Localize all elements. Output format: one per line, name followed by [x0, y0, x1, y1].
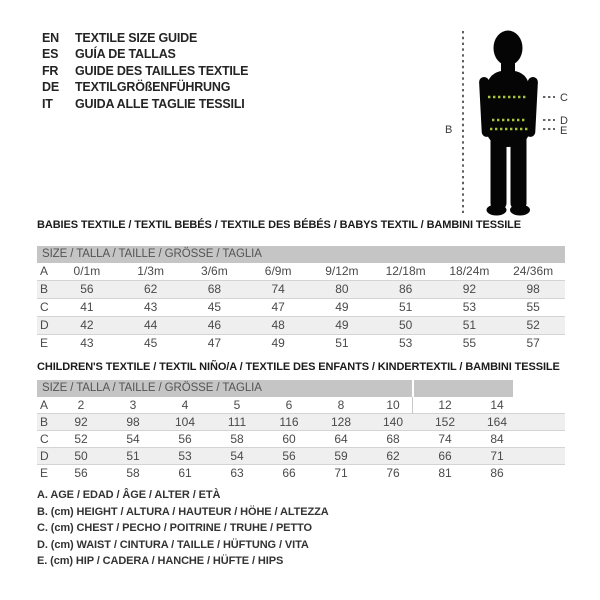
cell-value: 86: [398, 282, 413, 296]
cell-value: 6: [285, 398, 293, 412]
cell-value: 63: [230, 466, 244, 480]
table-row: [37, 448, 565, 465]
cell-value: 51: [335, 336, 349, 350]
cell-value: 56: [80, 282, 94, 296]
table-row: [37, 299, 565, 317]
cell-value: 55: [462, 336, 477, 350]
cell-value: 55: [526, 300, 540, 314]
cell-value: 42: [80, 318, 94, 332]
babies-table-title: BABIES TEXTILE / TEXTIL BEBÉS / TEXTILE DES BÉBÉS / BABYS TEXTIL / BAMBINI TESSILE: [37, 219, 522, 231]
babies-size-table: [37, 246, 565, 353]
children-size-table: [37, 380, 565, 482]
cell-value: 68: [386, 432, 400, 446]
cell-value: 41: [80, 300, 94, 314]
children-size-header-bar: [37, 380, 565, 397]
cell-value: 64: [334, 432, 348, 446]
table-row: [37, 317, 565, 335]
cell-value: 76: [386, 466, 400, 480]
cell-value: 50: [74, 449, 88, 463]
table-row: [37, 281, 565, 299]
cell-value: 53: [398, 336, 413, 350]
children-table-rows: [37, 397, 565, 482]
cell-value: 51: [462, 318, 477, 332]
cell-value: 152: [434, 415, 456, 429]
cell-value: 84: [490, 432, 504, 446]
cell-value: 111: [227, 415, 247, 429]
legend-line: E. (cm) HIP / CADERA / HANCHE / HÜFTE / HIPS: [37, 555, 284, 568]
cell-value: 59: [334, 449, 348, 463]
babies-table-rows: [37, 263, 565, 353]
cell-value: 92: [74, 415, 88, 429]
cell-value: 81: [438, 466, 452, 480]
legend-line: C. (cm) CHEST / PECHO / POITRINE / TRUHE / PETTO: [37, 522, 312, 535]
cell-value: 80: [335, 282, 349, 296]
cell-value: 66: [282, 466, 296, 480]
cell-value: 58: [230, 432, 244, 446]
cell-value: 71: [334, 466, 348, 480]
waist-label: D: [560, 115, 568, 127]
cell-value: 58: [126, 466, 140, 480]
cell-value: 12/18m: [385, 264, 426, 278]
cell-value: 128: [330, 415, 352, 429]
legend-line: A. AGE / EDAD / ÂGE / ALTER / ETÀ: [37, 489, 221, 501]
cell-value: 5: [233, 398, 241, 412]
cell-value: 24/36m: [513, 264, 554, 278]
cell-value: 43: [143, 300, 158, 314]
cell-value: 0/1m: [73, 264, 101, 278]
cell-value: 3: [129, 398, 137, 412]
cell-value: 54: [126, 432, 140, 446]
cell-value: 57: [526, 336, 540, 350]
language-guide-title: GUÍA DE TALLAS: [75, 47, 176, 62]
row-letter: E: [40, 466, 49, 480]
language-list: [42, 30, 248, 112]
cell-value: 98: [526, 282, 540, 296]
cell-value: 49: [271, 336, 285, 350]
cell-value: 98: [126, 415, 140, 429]
cell-value: 45: [143, 336, 158, 350]
language-code: ES: [42, 47, 59, 62]
language-row: [42, 30, 248, 46]
cell-value: 62: [143, 282, 158, 296]
cell-value: 18/24m: [449, 264, 490, 278]
cell-value: 104: [174, 415, 196, 429]
cell-value: 8: [337, 398, 345, 412]
row-letter: B: [40, 282, 49, 296]
cell-value: 56: [74, 466, 88, 480]
children-table-title: CHILDREN'S TEXTILE / TEXTIL NIÑO/A / TEXTILE DES ENFANTS / KINDERTEXTIL / BAMBINI TESSILE: [37, 361, 560, 373]
cell-value: 60: [282, 432, 296, 446]
cell-value: 4: [181, 398, 189, 412]
cell-value: 51: [398, 300, 413, 314]
cell-value: 2: [77, 398, 85, 412]
cell-value: 6/9m: [264, 264, 292, 278]
language-row: [42, 63, 248, 79]
cell-value: 140: [382, 415, 404, 429]
cell-value: 45: [207, 300, 222, 314]
cell-value: 86: [490, 466, 504, 480]
child-silhouette-svg: [430, 10, 600, 225]
language-code: EN: [42, 31, 59, 45]
language-guide-title: GUIDA ALLE TAGLIE TESSILI: [75, 96, 245, 111]
cell-value: 52: [74, 432, 88, 446]
cell-value: 54: [230, 449, 244, 463]
row-letter: C: [40, 432, 49, 446]
language-guide-title: TEXTILE SIZE GUIDE: [75, 31, 198, 45]
cell-value: 50: [398, 318, 413, 332]
cell-value: 164: [486, 415, 508, 429]
language-code: DE: [42, 80, 59, 95]
cell-value: 116: [279, 415, 299, 429]
chest-label: C: [560, 92, 568, 104]
cell-value: 43: [80, 336, 94, 350]
legend-line: D. (cm) WAIST / CINTURA / TAILLE / HÜFTUNG / VITA: [37, 538, 309, 551]
cell-value: 1/3m: [137, 264, 164, 278]
table-row: [37, 335, 565, 353]
table-row: [37, 414, 565, 431]
cell-value: 44: [143, 318, 158, 332]
cell-value: 53: [462, 300, 477, 314]
legend-line: B. (cm) HEIGHT / ALTURA / HAUTEUR / HÖHE / ALTEZZA: [37, 505, 329, 518]
language-guide-title: GUIDE DES TAILLES TEXTILE: [75, 63, 249, 78]
row-letter: E: [40, 336, 49, 350]
language-row: [42, 46, 248, 62]
measurement-legend: [37, 487, 329, 570]
language-code: IT: [42, 96, 53, 111]
cell-value: 66: [438, 449, 452, 463]
row-letter: C: [40, 300, 49, 314]
table-row: [37, 431, 565, 448]
cell-value: 12: [438, 398, 452, 412]
row-letter: D: [40, 449, 49, 463]
table-row: [37, 263, 565, 281]
children-size-header-text: SIZE / TALLA / TAILLE / GRÖSSE / TAGLIA: [42, 382, 262, 394]
row-letter: D: [40, 318, 49, 332]
language-guide-title: TEXTILGRÖßENFÜHRUNG: [75, 80, 231, 95]
cell-value: 48: [271, 318, 285, 332]
table-row: [37, 465, 565, 482]
language-row: [42, 96, 248, 112]
child-silhouette: [479, 31, 538, 216]
cell-value: 53: [178, 449, 192, 463]
cell-value: 49: [335, 318, 349, 332]
cell-value: 71: [490, 449, 504, 463]
row-letter: A: [40, 398, 49, 412]
row-letter: B: [40, 415, 49, 429]
column-divider-mark: [412, 397, 413, 414]
hip-label: E: [560, 125, 568, 137]
cell-value: 47: [207, 336, 222, 350]
cell-value: 52: [526, 318, 540, 332]
language-code: FR: [42, 63, 59, 78]
cell-value: 61: [178, 466, 192, 480]
cell-value: 51: [126, 449, 140, 463]
cell-value: 62: [386, 449, 400, 463]
cell-value: 68: [207, 282, 222, 296]
cell-value: 9/12m: [325, 264, 359, 278]
height-label: B: [445, 124, 453, 136]
cell-value: 74: [438, 432, 452, 446]
cell-value: 49: [335, 300, 349, 314]
babies-size-header-bar: SIZE / TALLA / TAILLE / GRÖSSE / TAGLIA: [37, 246, 565, 263]
cell-value: 3/6m: [201, 264, 228, 278]
cell-value: 10: [386, 398, 400, 412]
cell-value: 46: [207, 318, 222, 332]
cell-value: 56: [178, 432, 192, 446]
cell-value: 74: [271, 282, 285, 296]
cell-value: 92: [462, 282, 477, 296]
cell-value: 47: [271, 300, 285, 314]
cell-value: 56: [282, 449, 296, 463]
language-row: [42, 79, 248, 95]
cell-value: 14: [490, 398, 504, 412]
row-letter: A: [40, 264, 49, 278]
size-figure: [430, 10, 600, 225]
table-row: [37, 397, 565, 414]
